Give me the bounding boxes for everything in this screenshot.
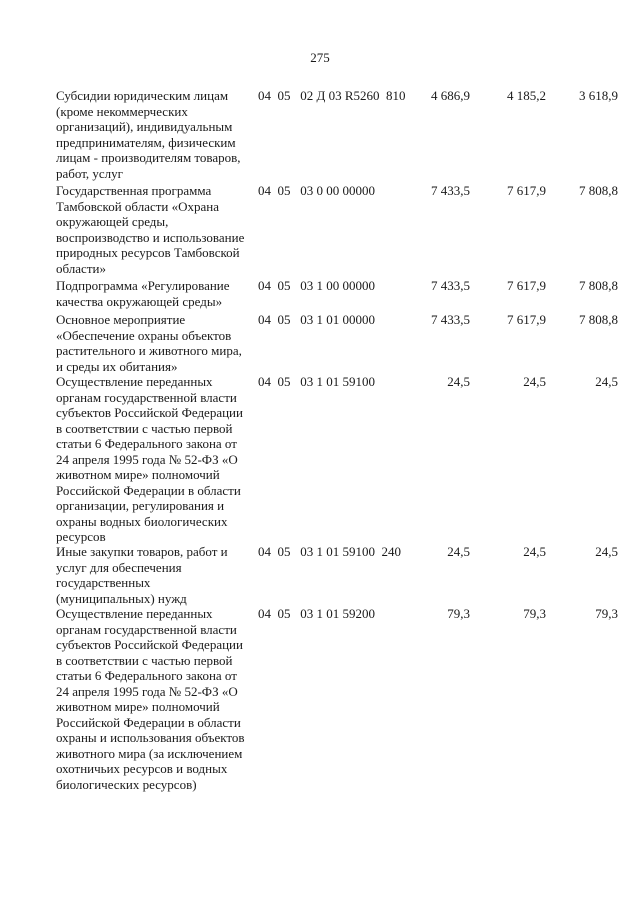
page-number: 275 [310, 50, 330, 65]
row-description: Субсидии юридическим лицам (кроме некоммерческих организаций), индивидуальным предпринимателям, физическим лицам - производителям товаров, работ, услуг [56, 88, 241, 181]
row-value-2: 24,5 [523, 544, 546, 559]
row-description: Осуществление переданных органам государственной власти субъектов Российской Федерации в соответствии с частью первой статьи 6 Федерального закона от 24 апреля 1995 года № 52-ФЗ «О животном мире» полномочий Российской Федерации в области организации, регулирования и охраны водных биологических ресурсов [56, 374, 243, 544]
row-value-1: 4 686,9 [431, 88, 470, 103]
row-value-1: 7 433,5 [431, 312, 470, 327]
row-value-1: 79,3 [447, 606, 470, 621]
row-value-1: 7 433,5 [431, 278, 470, 293]
row-value-2: 7 617,9 [507, 278, 546, 293]
row-value-3: 7 808,8 [579, 312, 618, 327]
row-value-3: 79,3 [595, 606, 618, 621]
row-value-3: 3 618,9 [579, 88, 618, 103]
row-budget-code: 04 05 03 0 00 00000 [258, 183, 375, 198]
row-budget-code: 04 05 03 1 01 59100 [258, 374, 375, 389]
row-description: Государственная программа Тамбовской области «Охрана окружающей среды, воспроизводство и использование природных ресурсов Тамбовской области» [56, 183, 245, 276]
row-description: Основное мероприятие «Обеспечение охраны объектов растительного и животного мира, и среды их обитания» [56, 312, 242, 374]
row-budget-code: 04 05 03 1 01 59100 240 [258, 544, 401, 559]
row-value-2: 7 617,9 [507, 312, 546, 327]
row-description: Иные закупки товаров, работ и услуг для обеспечения государственных (муниципальных) нужд [56, 544, 228, 606]
row-value-2: 79,3 [523, 606, 546, 621]
row-value-1: 7 433,5 [431, 183, 470, 198]
row-budget-code: 04 05 03 1 01 59200 [258, 606, 375, 621]
row-value-2: 4 185,2 [507, 88, 546, 103]
row-value-3: 24,5 [595, 544, 618, 559]
row-value-2: 7 617,9 [507, 183, 546, 198]
row-budget-code: 04 05 02 Д 03 R5260 810 [258, 88, 406, 103]
row-budget-code: 04 05 03 1 01 00000 [258, 312, 375, 327]
row-budget-code: 04 05 03 1 00 00000 [258, 278, 375, 293]
row-description: Осуществление переданных органам государственной власти субъектов Российской Федерации в соответствии с частью первой статьи 6 Федерального закона от 24 апреля 1995 года № 52-ФЗ «О животном мире» полномочий Российской Федерации в области охраны и использования объектов животного мира (за исключением охотничьих ресурсов и водных биологических ресурсов) [56, 606, 245, 792]
row-value-2: 24,5 [523, 374, 546, 389]
row-value-3: 7 808,8 [579, 278, 618, 293]
row-description: Подпрограмма «Регулирование качества окружающей среды» [56, 278, 230, 309]
row-value-3: 24,5 [595, 374, 618, 389]
row-value-1: 24,5 [447, 374, 470, 389]
row-value-1: 24,5 [447, 544, 470, 559]
row-value-3: 7 808,8 [579, 183, 618, 198]
